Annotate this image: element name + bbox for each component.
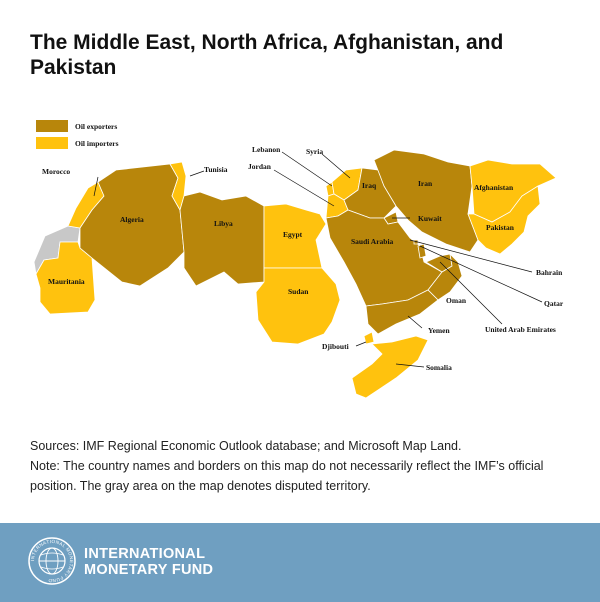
label-iran: Iran [418,179,433,188]
label-syria: Syria [306,147,324,156]
legend-label-importers: Oil importers [75,139,119,148]
label-bahrain: Bahrain [536,268,563,277]
country-sudan [256,268,340,344]
map [0,100,600,420]
map-svg [0,100,600,420]
legend-swatch-exporters [36,120,68,132]
label-egypt: Egypt [283,230,303,239]
label-tunisia: Tunisia [204,165,228,174]
label-jordan: Jordan [248,162,271,171]
label-mauritania: Mauritania [48,277,85,286]
org-name-line1: INTERNATIONAL [84,546,206,562]
label-yemen: Yemen [428,326,450,335]
seal-text: INTERNATIONAL MONETARY FUND [29,538,75,584]
label-qatar: Qatar [544,299,564,308]
label-algeria: Algeria [120,215,144,224]
legend [36,120,119,149]
note-text: Note: The country names and borders on this map do not necessarily reflect the IMF’s official position. The gray area on the map denotes disputed territory. [30,459,544,493]
label-afghanistan: Afghanistan [474,183,514,192]
label-iraq: Iraq [362,181,377,190]
label-djibouti: Djibouti [322,342,349,351]
legend-label-exporters: Oil exporters [75,122,118,131]
legend-swatch-importers [36,137,68,149]
country-algeria [80,164,184,286]
country-somalia [352,336,428,398]
label-pakistan: Pakistan [486,223,514,232]
org-name-line2: MONETARY FUND [84,562,214,578]
sources-text: Sources: IMF Regional Economic Outlook database; and Microsoft Map Land. [30,439,462,453]
notes [30,436,575,496]
label-oman: Oman [446,296,467,305]
label-somalia: Somalia [426,363,452,372]
label-uae: United Arab Emirates [485,325,556,334]
country-libya [180,192,264,286]
imf-seal-logo [28,537,76,585]
org-name [84,546,213,578]
page-title: The Middle East, North Africa, Afghanistan, and Pakistan [30,31,504,79]
label-libya: Libya [214,219,233,228]
label-sudan: Sudan [288,287,309,296]
label-saudi-arabia: Saudi Arabia [351,237,394,246]
label-kuwait: Kuwait [418,214,442,223]
label-morocco: Morocco [42,167,71,176]
label-lebanon: Lebanon [252,145,281,154]
footer-bar [0,523,600,602]
